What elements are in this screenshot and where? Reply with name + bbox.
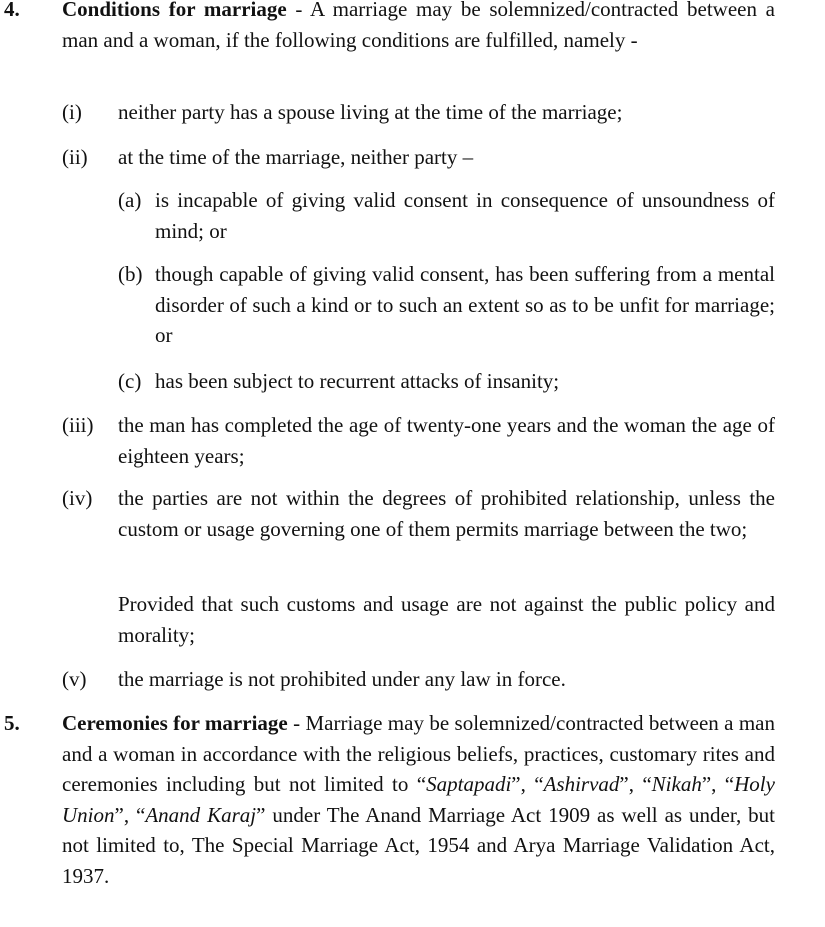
term: Nikah: [651, 772, 702, 796]
sub-item-letter: (a): [118, 188, 142, 212]
item-number: (i): [62, 100, 82, 124]
term: Saptapadi: [426, 772, 512, 796]
sub-item-letter: (c): [118, 369, 142, 393]
term: Anand Karaj: [145, 802, 257, 827]
item-number: (iv): [62, 486, 93, 510]
item-text: the parties are not within the degrees of prohibited relationship, unless the custom or usage governing one of them permits marriage between the two;: [118, 486, 775, 541]
term: Holy Union: [62, 772, 775, 827]
item-text: neither party has a spouse living at the time of the marriage;: [118, 100, 623, 124]
item-number: (iii): [62, 413, 94, 437]
section-text: - Marriage may be solemnized/contracted between a man and a woman in accordance with the religious beliefs, practices, customary rites and ceremonies including but not limited to: [62, 711, 776, 796]
sub-item-letter: (b): [118, 262, 143, 286]
sub-item-text: is incapable of giving valid consent in consequence of unsoundness of mind; or: [155, 188, 775, 243]
item-text: the man has completed the age of twenty-one years and the woman the age of eighteen years;: [118, 413, 775, 468]
section-4-intro: [62, 0, 775, 55]
section-text: under The Anand Marriage Act 1909 as well as under, but not limited to, The Special Marriage Act, 1954 and Arya Marriage Validation Act, 1937.: [62, 802, 775, 888]
section-heading: Ceremonies for marriage: [62, 711, 288, 735]
section-intro-text: - A marriage may be solemnized/contracted between a man and a woman, if the following conditions are fulfilled, namely -: [62, 0, 775, 52]
item-text: the marriage is not prohibited under any law in force.: [118, 667, 566, 691]
section-number: 5.: [4, 711, 20, 735]
sub-item-text: has been subject to recurrent attacks of insanity;: [155, 369, 560, 393]
proviso-text: Provided that such customs and usage are not against the public policy and morality;: [118, 592, 775, 647]
term: Ashirvad: [543, 772, 620, 796]
section-5-body: Ceremonies for marriage - Marriage may be solemnized/contracted between a man and a woman in accordance with the religious beliefs, practices, customary rites and ceremonies including but not limited to “Saptapadi”, “Ashirvad”, “Nikah”, “Holy Union”, “Anand Karaj” under The Anand Marriage Act 1909 as well as under, but not limited to, The Special Marriage Act, 1954 and Arya Marriage Validation Act, 1937.: [62, 711, 776, 888]
item-number: (v): [62, 667, 87, 691]
item-number: (ii): [62, 145, 88, 169]
item-text: at the time of the marriage, neither party –: [118, 145, 474, 169]
section-number: 4.: [4, 0, 20, 21]
section-heading: Conditions for marriage: [62, 0, 287, 21]
sub-item-text: though capable of giving valid consent, has been suffering from a mental disorder of such a kind or to such an extent so as to be unfit for marriage; or: [155, 262, 775, 347]
